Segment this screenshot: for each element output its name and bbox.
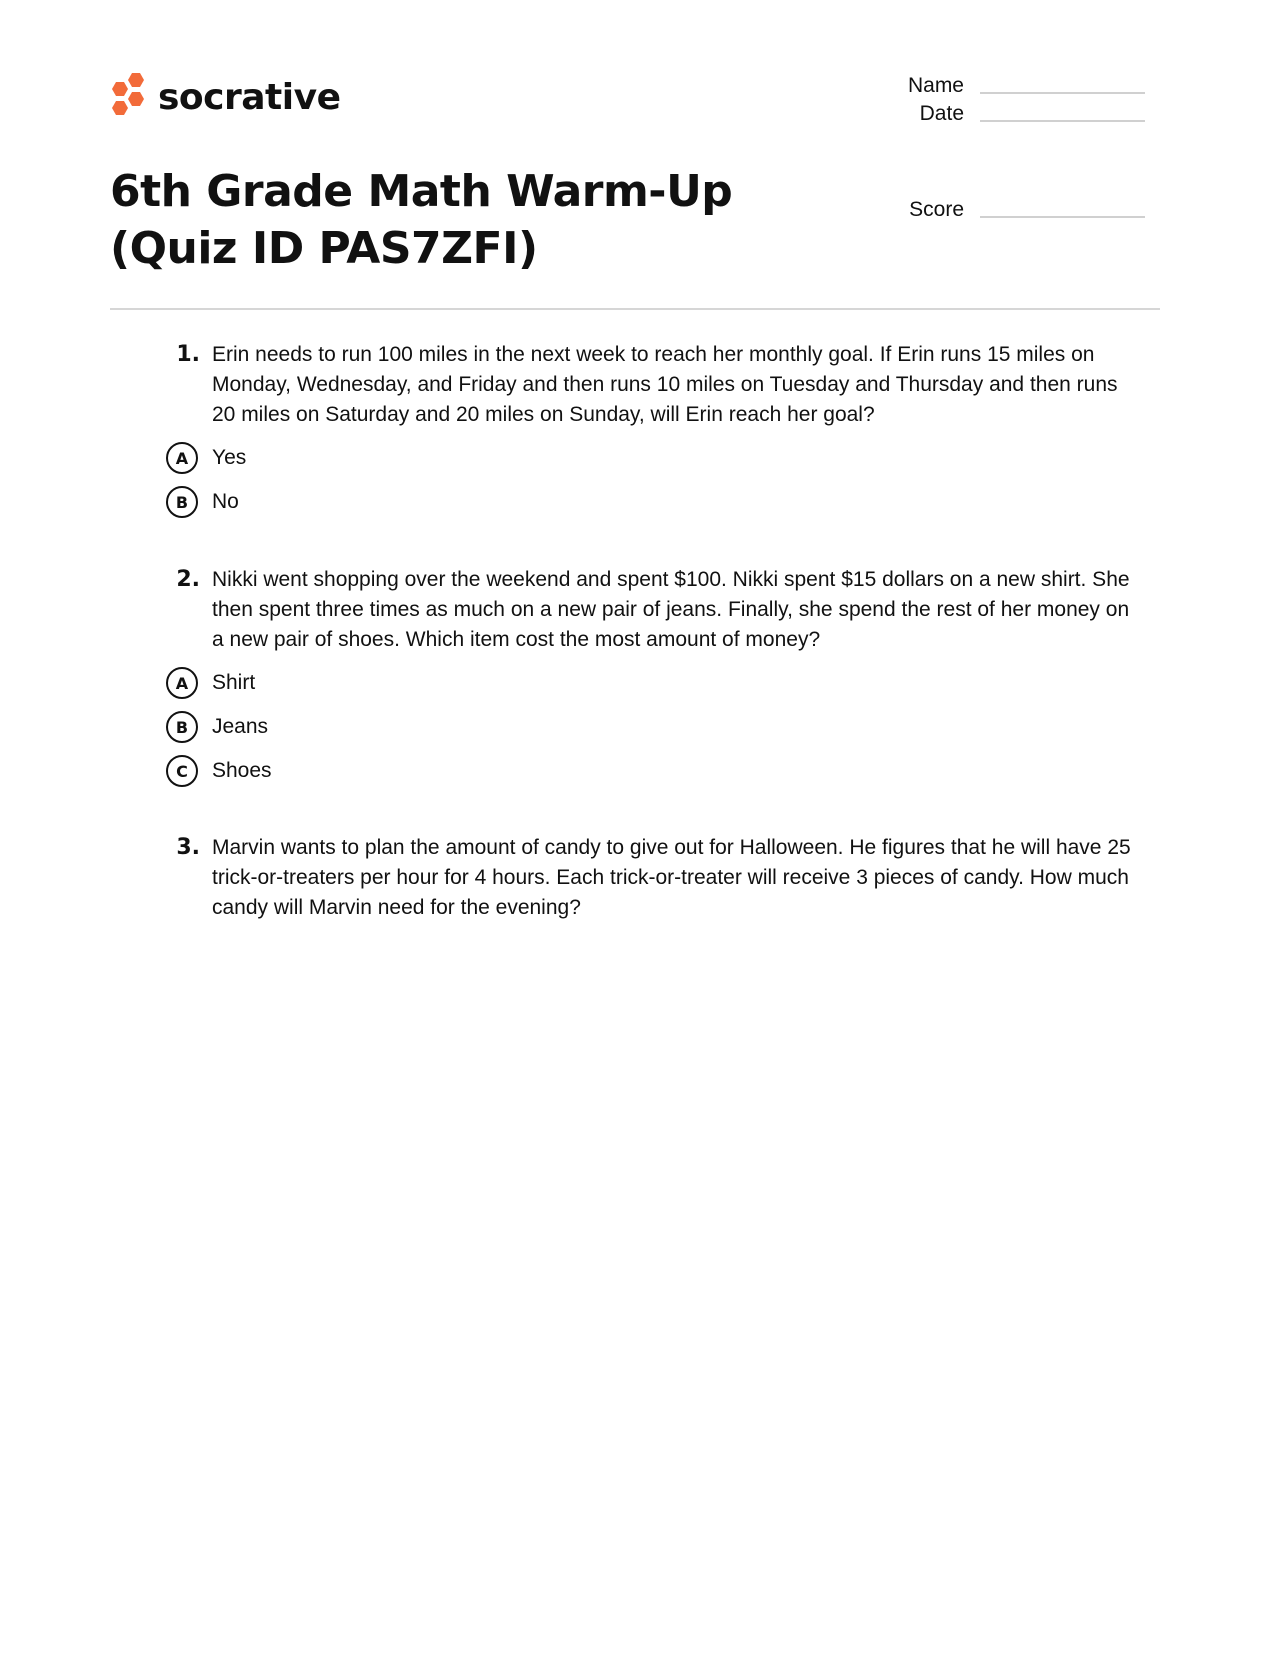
hexagon-cluster-icon <box>110 72 150 122</box>
date-label: Date <box>919 102 964 125</box>
name-blank-line[interactable] <box>980 91 1145 94</box>
answer-bubble[interactable]: A <box>166 667 198 699</box>
question-number: 3. <box>176 835 200 860</box>
socrative-logo <box>110 72 340 122</box>
score-field[interactable] <box>860 198 1145 222</box>
question-text: Nikki went shopping over the weekend and spent $100. Nikki spent $15 dollars on a new shirt. She then spent three times as much on a new pair of jeans. Finally, she spend the rest of her money on a new pair of shoes. Which item cost the most amount of money? <box>212 568 1130 651</box>
choice-text: Shoes <box>212 759 272 782</box>
choice-text: Jeans <box>212 715 269 738</box>
choice-b[interactable] <box>160 705 1140 749</box>
choice-text: Shirt <box>212 671 256 694</box>
choice-text: Yes <box>212 446 247 469</box>
score-label: Score <box>909 198 964 221</box>
score-blank-line[interactable] <box>980 215 1145 218</box>
date-blank-line[interactable] <box>980 119 1145 122</box>
answer-bubble[interactable]: C <box>166 755 198 787</box>
question-number: 1. <box>176 342 200 367</box>
choice-a[interactable] <box>160 661 1140 705</box>
question-3 <box>160 833 1140 923</box>
name-label: Name <box>907 74 964 97</box>
answer-bubble[interactable]: B <box>166 486 198 518</box>
question-text: Marvin wants to plan the amount of candy to give out for Halloween. He figures that he will have 25 trick-or-treaters per hour for 4 hours. Each trick-or-treater will receive 3 pieces of candy. How much candy will Marvin need for the evening? <box>212 836 1131 919</box>
choice-b[interactable] <box>160 480 1140 524</box>
question-1 <box>160 340 1140 524</box>
question-text: Erin needs to run 100 miles in the next week to reach her monthly goal. If Erin runs 15 miles on Monday, Wednesday, and Friday and then runs 10 miles on Tuesday and Thursday and then runs 20 miles on Saturday and 20 miles on Sunday, will Erin reach her goal? <box>212 343 1118 426</box>
name-field[interactable] <box>860 74 1145 98</box>
page-title: 6th Grade Math Warm-Up (Quiz ID PAS7ZFI) <box>110 166 733 274</box>
choice-text: No <box>212 490 239 513</box>
answer-bubble[interactable]: A <box>166 442 198 474</box>
date-field[interactable] <box>860 102 1145 126</box>
question-number: 2. <box>176 567 200 592</box>
brand-name: socrative <box>158 76 341 118</box>
choice-a[interactable] <box>160 436 1140 480</box>
header-divider <box>110 308 1160 310</box>
choice-c[interactable] <box>160 749 1140 793</box>
answer-bubble[interactable]: B <box>166 711 198 743</box>
question-2 <box>160 565 1140 793</box>
